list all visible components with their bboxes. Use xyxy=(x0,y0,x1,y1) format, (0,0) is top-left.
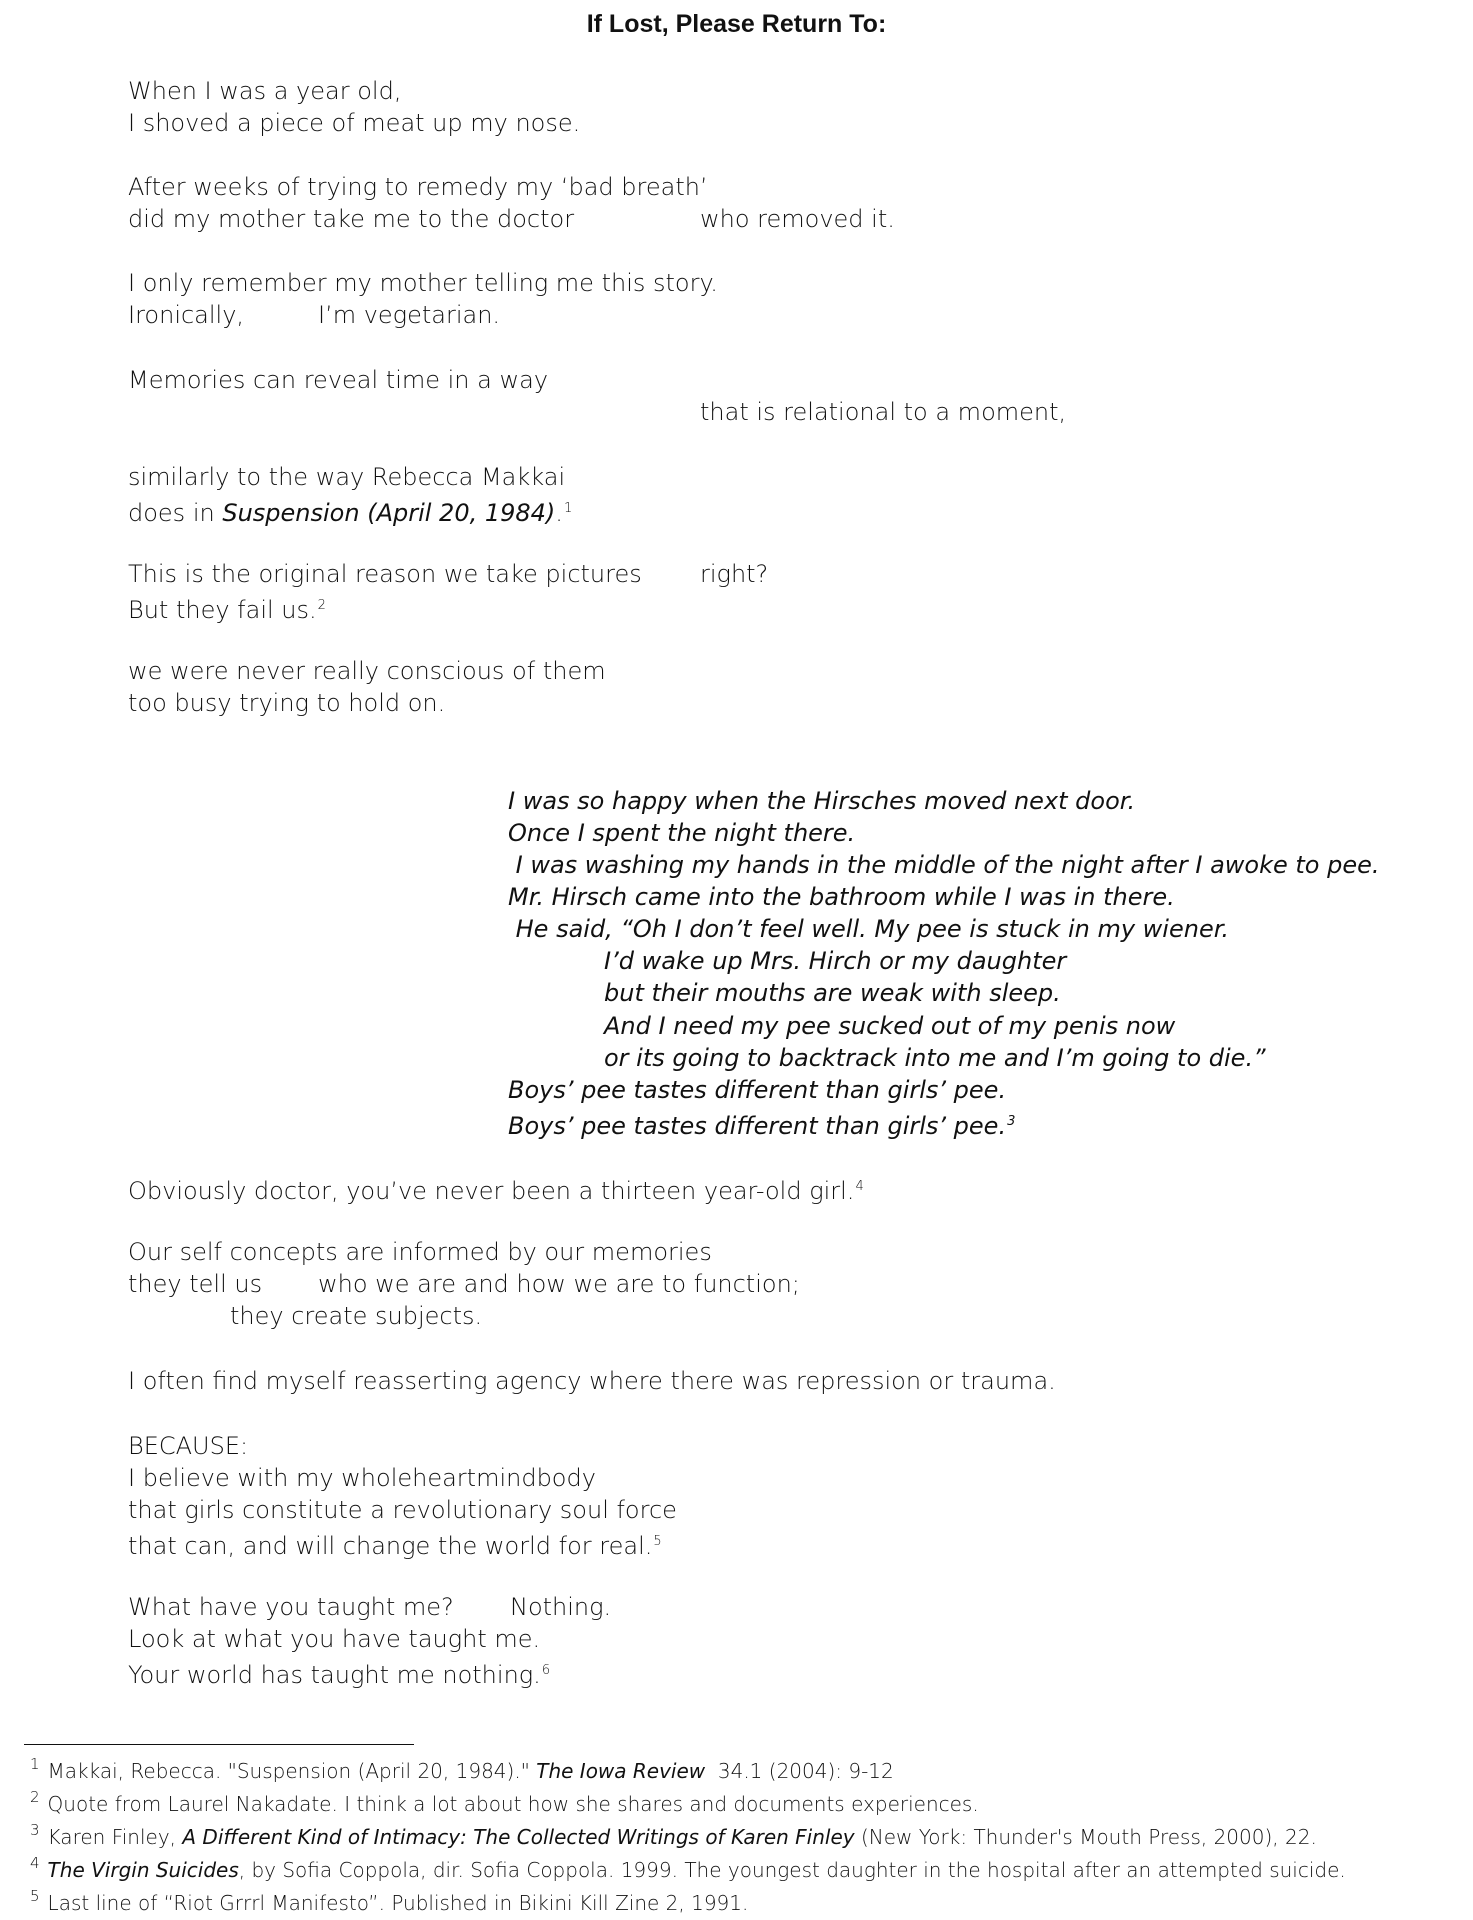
poem-line: What have you taught me? xyxy=(128,1593,454,1621)
italic-line: I was so happy when the Hirsches moved next door. xyxy=(508,787,1136,815)
footnote xyxy=(30,1755,894,1786)
poem-line: they tell us xyxy=(128,1270,263,1298)
poem-line: After weeks of trying to remedy my ‘bad breath’ xyxy=(128,173,708,201)
italic-line: Mr. Hirsch came into the bathroom while I was in there. xyxy=(508,883,1175,911)
footnote-marker: 1 xyxy=(563,501,573,516)
italic-line: I was washing my hands in the middle of the night after I awoke to pee. xyxy=(508,851,1380,879)
poem-fragment: Boys’ pee tastes different than girls’ pee. xyxy=(508,1112,1007,1140)
poem-line xyxy=(128,493,572,529)
footnote xyxy=(30,1821,1317,1852)
footnote xyxy=(30,1887,749,1918)
italic-line: or its going to backtrack into me and I’m going to die.” xyxy=(604,1044,1266,1072)
poem-line: they create subjects. xyxy=(230,1302,483,1330)
footnote-text: , by Sofia Coppola, dir. Sofia Coppola. 1999. The youngest daughter in the hospital after an attempted suicide. xyxy=(238,1858,1346,1882)
poem-title-citation: Suspension (April 20, 1984) xyxy=(222,499,556,527)
italic-line xyxy=(508,1106,1015,1142)
italic-line: He said, “Oh I don’t feel well. My pee is stuck in my wiener. xyxy=(508,915,1230,943)
footnote-marker: 5 xyxy=(653,1534,662,1549)
footnote-marker: 6 xyxy=(541,1663,551,1678)
poem-line: BECAUSE: xyxy=(128,1432,249,1460)
italic-line: I’d wake up Mrs. Hirch or my daughter xyxy=(604,947,1067,975)
poem-line xyxy=(128,203,574,235)
footnote xyxy=(30,1854,1346,1885)
poem-line: I believe with my wholeheartmindbody xyxy=(128,1464,596,1492)
poem-line: When I was a year old, xyxy=(128,77,402,105)
poem-line: I shoved a piece of meat up my nose. xyxy=(128,109,581,137)
poem-line: I’m vegetarian. xyxy=(318,301,501,329)
footnote-number: 1 xyxy=(30,1755,40,1773)
footnote-number: 4 xyxy=(30,1854,40,1872)
footnote-marker: 3 xyxy=(1007,1114,1016,1129)
poem-fragment: . xyxy=(555,499,563,527)
poem-line: Nothing. xyxy=(510,1593,612,1621)
poem-line: Our self concepts are informed by our memories xyxy=(128,1238,712,1266)
poem-line: too busy trying to hold on. xyxy=(128,689,446,717)
poem-line: that is relational to a moment, xyxy=(700,398,1067,426)
footnote-text: 34.1 (2004): 9-12 xyxy=(705,1759,894,1783)
footnote-marker: 4 xyxy=(855,1179,864,1194)
italic-line: Boys’ pee tastes different than girls’ pee. xyxy=(508,1076,1007,1104)
poem-line xyxy=(128,1171,864,1207)
poem-line: This is the original reason we take pictures xyxy=(128,560,642,588)
poem-line: similarly to the way Rebecca Makkai xyxy=(128,463,566,491)
poem-fragment: Your world has taught me nothing. xyxy=(128,1661,541,1689)
footnote-italic: The Iowa Review xyxy=(536,1759,706,1783)
poem-line xyxy=(128,590,326,626)
poem-line: right? xyxy=(700,560,769,588)
footnote xyxy=(30,1788,979,1819)
poem-line: that girls constitute a revolutionary soul force xyxy=(128,1496,677,1524)
footnote-text: Quote from Laurel Nakadate. I think a lot about how she shares and documents experiences. xyxy=(47,1792,979,1816)
footnote-italic: The Virgin Suicides xyxy=(47,1858,239,1882)
poem-fragment: did my mother take me to the doctor xyxy=(128,205,575,233)
poem-line xyxy=(128,1655,550,1691)
footnote-text: Last line of “Riot Grrrl Manifesto”. Published in Bikini Kill Zine 2, 1991. xyxy=(47,1891,749,1915)
poem-fragment: does in xyxy=(128,499,215,527)
poem-line: I often find myself reasserting agency where there was repression or trauma. xyxy=(128,1367,1056,1395)
footnote-number: 5 xyxy=(30,1887,40,1905)
poem-line: we were never really conscious of them xyxy=(128,657,606,685)
poem-fragment: But they fail us. xyxy=(128,596,317,624)
footnote-number: 2 xyxy=(30,1788,40,1806)
italic-line: but their mouths are weak with sleep. xyxy=(604,979,1061,1007)
footnote-separator xyxy=(24,1744,414,1745)
poem-line: who we are and how we are to function; xyxy=(318,1270,800,1298)
poem-line: Look at what you have taught me. xyxy=(128,1625,541,1653)
italic-line: Once I spent the night there. xyxy=(508,819,856,847)
poem-line: I only remember my mother telling me this story. xyxy=(128,269,718,297)
footnote-marker: 2 xyxy=(317,598,326,613)
footnote-text: (New York: Thunder's Mouth Press, 2000), 22. xyxy=(854,1825,1317,1849)
footnote-number: 3 xyxy=(30,1821,40,1839)
poem-fragment: that can, and will change the world for real. xyxy=(128,1532,653,1560)
footnote-text: Makkai, Rebecca. "Suspension (April 20, 1984)." xyxy=(47,1759,537,1783)
poem-fragment: Obviously doctor, you’ve never been a thirteen year-old girl. xyxy=(128,1177,855,1205)
page-title: If Lost, Please Return To: xyxy=(586,10,887,38)
italic-line: And I need my pee sucked out of my penis now xyxy=(604,1012,1176,1040)
footnote-text: Karen Finley, xyxy=(47,1825,183,1849)
footnote-italic: A Different Kind of Intimacy: The Collected Writings of Karen Finley xyxy=(182,1825,855,1849)
poem-line: Memories can reveal time in a way xyxy=(128,366,549,394)
poem-line xyxy=(128,1526,662,1562)
poem-line: Ironically, xyxy=(128,301,245,329)
poem-line: who removed it. xyxy=(700,205,895,233)
